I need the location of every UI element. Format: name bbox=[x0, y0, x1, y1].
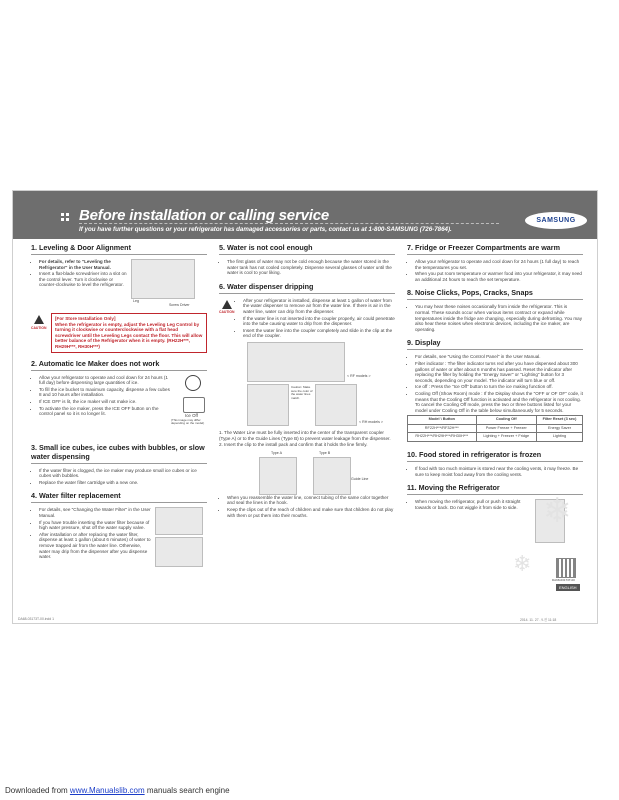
section-water-filter bbox=[31, 491, 207, 559]
list-item: • Ice off : Press the "Ice Off" button to turn the ice making function off. bbox=[415, 384, 583, 390]
caution-icon: CAUTION bbox=[219, 300, 234, 316]
download-footer bbox=[5, 786, 230, 795]
list-item: • For details, see "Changing the Water Filter" in the User Manual. bbox=[39, 507, 151, 518]
section-title: 8. Noise Clicks, Pops, Cracks, Snaps bbox=[407, 288, 583, 300]
type-b-label: Type B bbox=[319, 450, 331, 455]
list-item: • For details, see "Using the Control Panel" in the User Manual. bbox=[415, 354, 583, 360]
table-header-cell: Filter Reset (3 sec) bbox=[536, 416, 582, 425]
column-right bbox=[407, 243, 583, 511]
header-banner bbox=[13, 191, 597, 239]
list-item: • Cooling Off (Show Room) mode : If the Display shows the "OFF or OF OF" code, it means that the Cooling Off function is activated and the refrigerator is not cooling. To cancel the Cooling Off mode, press the two or three buttons listed for your model under Cooling Off in the table below simultaneously for 5 seconds. bbox=[415, 391, 583, 413]
clock-icon bbox=[185, 375, 201, 391]
section-leveling bbox=[31, 243, 207, 353]
document-code: DA68-03173T-00 bbox=[552, 578, 575, 582]
page-subtitle: If you have further questions or your refrigerator has damaged accessories or parts, contact us at 1-800-SAMSUNG (726-7864). bbox=[79, 226, 452, 233]
language-badge: ENGLISH bbox=[556, 584, 580, 591]
section-title: 2. Automatic Ice Maker does not work bbox=[31, 359, 207, 371]
section-small-ice bbox=[31, 443, 207, 486]
list-item: • If food with too much moisture is stored near the cooling vents, it may freeze. Be sure to keep moist food away from the cooling vents. bbox=[415, 466, 583, 477]
list-item: • When moving the refrigerator, pull or push it straight towards or back. Do not wiggle it from side to side. bbox=[415, 499, 535, 510]
section-title: 9. Display bbox=[407, 338, 583, 350]
list-item: • Allow your refrigerator to operate and cool down for 24 hours (1 full day) to reach the temperatures you set. bbox=[415, 259, 583, 270]
rf-models-label: < RF models > bbox=[347, 373, 371, 378]
section-display bbox=[407, 338, 583, 442]
quick-guide-sheet bbox=[12, 190, 598, 624]
footer-prefix: Downloaded from bbox=[5, 786, 70, 795]
rf-coupler-illustration bbox=[247, 342, 345, 382]
samsung-logo: SAMSUNG bbox=[525, 212, 587, 229]
print-info-right: 2014. 11. 27. 오전 11:18 bbox=[520, 618, 557, 622]
list-item: • For details, refer to "Leveling the Refrigerator" in the User Manual. bbox=[39, 259, 127, 270]
section-icemaker bbox=[31, 359, 207, 437]
section-title: 10. Food stored in refrigerator is frozen bbox=[407, 450, 583, 462]
qr-code bbox=[556, 558, 576, 578]
water-filter-illustration-1 bbox=[155, 507, 203, 535]
section-frozen-food bbox=[407, 450, 583, 477]
section-noise bbox=[407, 288, 583, 332]
table-row: RF22H***/RF32H*** Power Freeze + Freezer Energy Saver bbox=[408, 424, 583, 433]
manualslib-link[interactable]: www.Manualslib.com bbox=[69, 786, 145, 795]
snowflake-decoration-icon: ❄ bbox=[543, 492, 572, 530]
section-title: 1. Leveling & Door Alignment bbox=[31, 243, 207, 255]
display-model-table bbox=[407, 415, 583, 442]
title-bullet-icon bbox=[61, 213, 73, 225]
list-item: • If the water filter is clogged, the ice maker may produce small ice cubes or ice cubes with bubbles. bbox=[39, 468, 207, 479]
rh-fridge-illustration bbox=[315, 384, 357, 426]
list-item: • After your refrigerator is installed, dispense at least 1 gallon of water from the water dispenser to remove air from the water line. If there is air in the water line, water can drip from the dispenser. bbox=[243, 298, 395, 315]
section-title: 5. Water is not cool enough bbox=[219, 243, 395, 255]
section-title: 6. Water dispenser dripping bbox=[219, 282, 395, 294]
list-item: • If you have trouble inserting the water filter because of high water pressure, shut off the water supply valve. bbox=[39, 520, 151, 531]
column-middle bbox=[219, 243, 395, 519]
list-item: • If the water line is not inserted into the coupler properly, air could penetrate into the tube causing water to drip from the dispenser. bbox=[243, 316, 395, 327]
table-header-row bbox=[408, 416, 583, 425]
list-item: • When you put room temperature or warmer food into your refrigerator, it may need an additional 24 hours to reach the set temperature. bbox=[415, 271, 583, 282]
print-info-left: DA68-03173T-00.indd 1 bbox=[18, 617, 55, 621]
table-header-cell: Cooling Off bbox=[476, 416, 536, 425]
footer-suffix: manuals search engine bbox=[144, 786, 230, 795]
page-title: Before installation or calling service bbox=[79, 207, 329, 224]
type-a-label: Type A bbox=[271, 450, 282, 455]
list-item: • Insert a flat-blade screwdriver into a slot on the control lever. Turn it clockwise or counter-clockwise to level the refrigerator. bbox=[39, 271, 127, 288]
ice-off-button-icon bbox=[183, 397, 205, 413]
screwdriver-label: Screw Driver bbox=[169, 303, 190, 307]
rh-coupler-illustration bbox=[247, 384, 289, 426]
install-note-1: 1. The Water Line must be fully inserted into the center of the transparent coupler (Type A) or to the Guide Lines (Type B) to prevent water leakage from the dispenser. bbox=[219, 429, 391, 441]
list-item: • To fill the ice bucket to maximum capacity, dispense a few cubes 8 and 10 hours after installation. bbox=[39, 387, 173, 398]
caution-icon: CAUTION bbox=[31, 315, 46, 331]
leveling-leg-illustration bbox=[131, 259, 195, 299]
section-title: 7. Fridge or Freezer Compartments are warm bbox=[407, 243, 583, 255]
section-title: 3. Small ice cubes, ice cubes with bubbles, or slow water dispensing bbox=[31, 443, 207, 464]
section-title: 4. Water filter replacement bbox=[31, 491, 207, 503]
ice-off-note: (This image may differ depending on the model) bbox=[171, 417, 205, 426]
list-item: • If ICE OFF is lit, the ice maker will not make ice. bbox=[39, 399, 173, 405]
section-title: 11. Moving the Refrigerator bbox=[407, 483, 583, 495]
list-item: • Replace the water filter cartridge with a new one. bbox=[39, 480, 207, 486]
section-warm-compartments bbox=[407, 243, 583, 282]
store-install-note: [For Store Installation Only] When the refrigerator is empty, adjust the Leveling Leg Control by turning it clockwise or counterclockwise with a flat head screwdriver until the Leveling Legs contact the floor. This will allow better balance of the Refrigerator when it is empty. (RH22H***, RH29H***, RH30H***) bbox=[51, 313, 207, 353]
list-item: • Filter indicator : The filter indicator turns red after you have dispensed about 300 gallons of water or after about 6 months has passed. Reset the indicator after replacing the filter by holding the "Energy Saver" or "Lighting" button for 3 seconds, depending on your model. The indicator will turn blue or off. bbox=[415, 361, 583, 383]
type-a-coupler-illustration bbox=[259, 457, 297, 495]
list-item: • You may hear these noises occasionally from inside the refrigerator. This is normal. These sounds occur when various items contract or expand while temperatures inside the fridge are changing, especially during defrosting. You may also hear these noises when electronic devices, including the ice maker, are operating. bbox=[415, 304, 583, 332]
title-divider bbox=[79, 223, 499, 224]
leg-label: Leg bbox=[133, 299, 139, 303]
list-item: • After installation or after replacing the water filter, dispense at least 1 gallon (about 6 minutes) of water to remove trapped air from the water line. Otherwise, water may drip from the dispenser after you dispense water. bbox=[39, 532, 151, 560]
water-line-caution: Caution: Make sure the color of the water lines match. bbox=[291, 384, 313, 400]
list-item: • The first glass of water may not be cold enough because the water stored in the water tank has not cooled completely. Dispense several glasses of water until the water is cool to your liking. bbox=[227, 259, 395, 276]
rh-models-label: < RH models > bbox=[359, 419, 383, 424]
list-item: • Allow your refrigerator to operate and cool down for 24 hours (1 full day) before dispensing large quantities of ice. bbox=[39, 375, 173, 386]
list-item: • Insert the water line into the coupler completely and slide in the clip at the end of the coupler. bbox=[243, 328, 395, 339]
section-water-cool bbox=[219, 243, 395, 276]
water-filter-illustration-2 bbox=[155, 537, 203, 567]
type-b-coupler-illustration bbox=[313, 457, 351, 495]
snowflake-decoration-icon: ❄ bbox=[513, 551, 532, 576]
ice-off-label: Ice Off bbox=[185, 412, 198, 418]
section-dispenser-drip bbox=[219, 282, 395, 518]
table-row: RH22H***/RH29H***/RH30H*** Lighting + Freezer + Fridge Lighting bbox=[408, 433, 583, 442]
list-item: • When you reassemble the water line, connect tubing of the same color together and seal the lines in the hook. bbox=[227, 495, 395, 506]
install-note-2: 2. Insert the clip to the install pack and confirm that it holds the line firmly. bbox=[219, 442, 368, 448]
list-item: • To activate the ice maker, press the ICE OFF button on the control panel so it is no longer lit. bbox=[39, 406, 173, 417]
guide-line-label: Guide Line bbox=[351, 476, 369, 481]
table-header-cell: Model \ Button bbox=[408, 416, 477, 425]
list-item: • Keep the clips out of the reach of children and make sure that children do not play with them or put them into their mouths. bbox=[227, 507, 395, 518]
column-left bbox=[31, 243, 207, 561]
